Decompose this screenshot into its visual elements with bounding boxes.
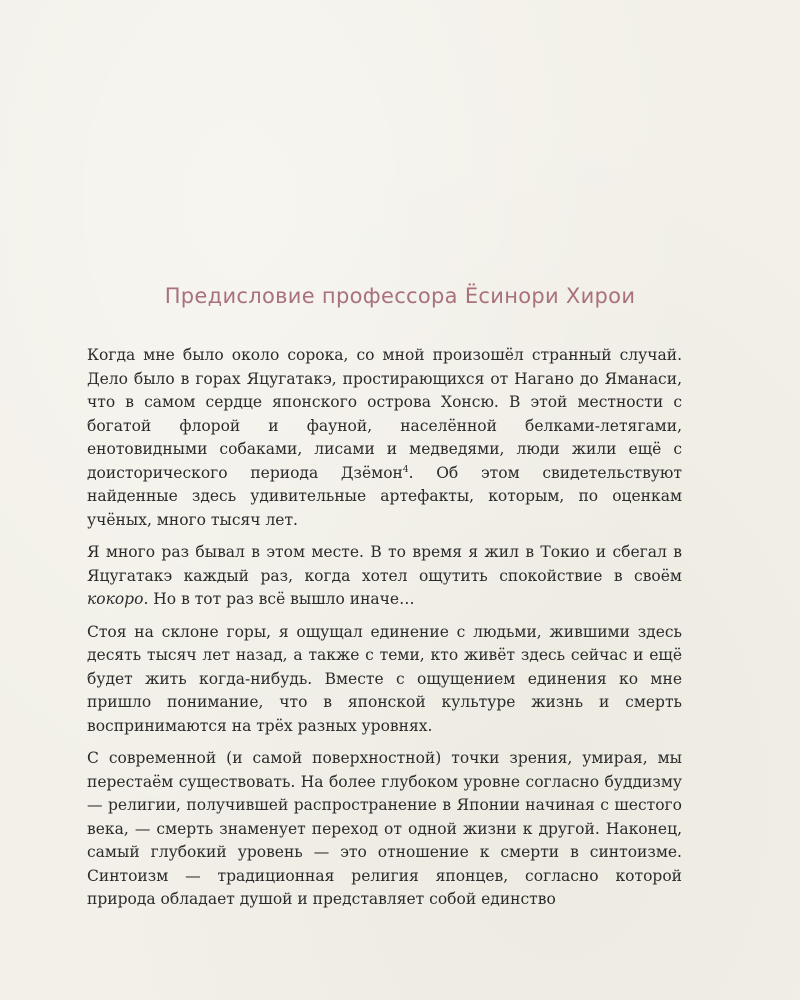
paragraph-3: Стоя на склоне горы, я ощущал единение с людьми, жившими здесь десять тысяч лет назад, а также с теми, кто живёт здесь сейчас и ещё будет жить когда-нибудь. Вместе с ощущением единения ко мне пришло понимание, что в японской культуре жизнь и смерть воспринимаются на трёх разных уровнях. bbox=[87, 622, 682, 735]
paragraph-2-text-end: . Но в тот раз всё вышло иначе… bbox=[143, 590, 415, 608]
paragraph-2 bbox=[87, 541, 682, 612]
kokoro-term: кокоро bbox=[87, 590, 144, 608]
paragraph-1-text-end: . Об этом свидетельствуют найденные здесь удивительные артефакты, которым, по оценкам учёных, много тысяч лет. bbox=[87, 463, 682, 529]
paragraph-1-text-start: Когда мне было около сорока, со мной произошёл странный случай. Дело было в горах Яцугатакэ, простирающихся от Нагано до Яманаси, что в самом сердце японского острова Хонсю. В этой местности с богатой флорой и фауной, населённой белками-летягами, енотовидными собаками, лисами и медведями, люди жили ещё с доисторического периода Дзёмон bbox=[87, 346, 682, 482]
paragraph-1 bbox=[87, 344, 682, 532]
footnote-marker[interactable]: 4 bbox=[402, 464, 409, 475]
body-text bbox=[87, 344, 682, 921]
chapter-heading: Предисловие профессора Ёсинори Хирои bbox=[164, 284, 636, 308]
paragraph-2-text-start: Я много раз бывал в этом месте. В то время я жил в Токио и сбегал в Яцугатакэ каждый раз, когда хотел ощутить спокойствие в своём bbox=[87, 543, 682, 585]
paragraph-4: С современной (и самой поверхностной) точки зрения, умирая, мы перестаём существовать. На более глубоком уровне согласно буддизму — религии, получившей распространение в Японии начиная с шестого века, — смерть знаменует переход от одной жизни к другой. Наконец, самый глубокий уровень — это отношение к смерти в синтоизме. Синтоизм — традиционная религия японцев, согласно которой природа обладает душой и представляет собой единство bbox=[87, 749, 682, 908]
